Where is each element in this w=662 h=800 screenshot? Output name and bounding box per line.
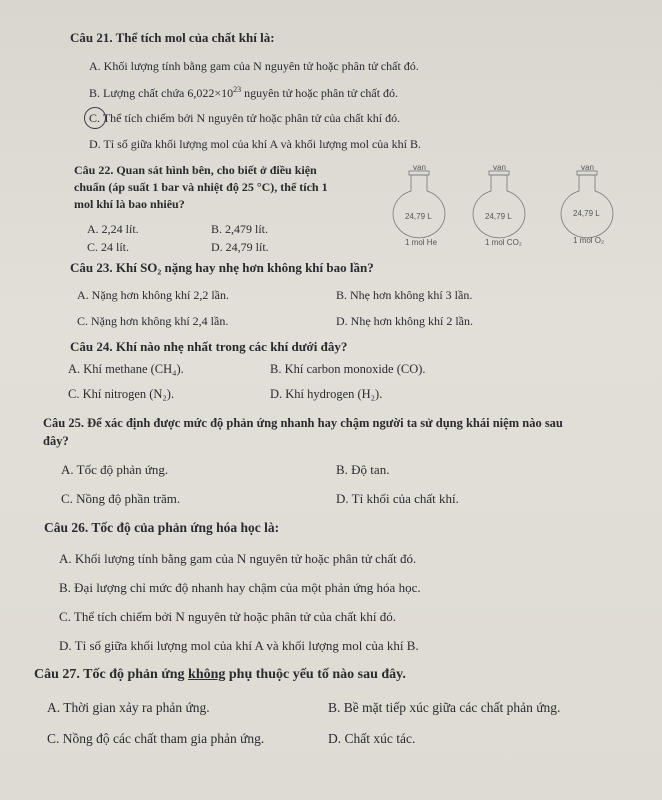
flask-3 <box>561 171 613 238</box>
q21-option-c <box>89 111 400 126</box>
flask-1 <box>393 171 445 238</box>
q21-option-a: A. Khối lượng tính bằng gam của N nguyên tử hoặc phân tử chất đó. <box>89 59 419 73</box>
q25-option-b: B. Độ tan. <box>336 462 390 477</box>
q25-option-d: D. Tỉ khối của chất khí. <box>336 491 459 506</box>
q21-option-c-text: Thể tích chiếm bởi N nguyên tử hoặc phân tử của chất khí đó. <box>100 111 401 125</box>
q27-title <box>34 667 406 683</box>
q26-option-a: A. Khối lượng tính bằng gam của N nguyên tử hoặc phân tử chất đó. <box>59 551 417 566</box>
q23-option-c: C. Nặng hơn không khí 2,4 lần. <box>77 314 229 328</box>
q26-title: Câu 26. Tốc độ của phản ứng hóa học là: <box>44 520 280 535</box>
q27-title-start: Câu 27. Tốc độ phản ứng <box>34 667 189 682</box>
q27-title-underlined: không <box>188 667 226 682</box>
q21-option-b <box>89 85 398 101</box>
flask-3-gas: 1 mol O₂ <box>573 236 605 245</box>
q27-option-a: A. Thời gian xảy ra phản ứng. <box>47 700 210 715</box>
q25-title-line1: Câu 25. Để xác định được mức độ phản ứng nhanh hay chậm người ta sử dụng khái niệm nào sau <box>43 416 563 430</box>
q26-option-d: D. Tỉ số giữa khối lượng mol của khí A và khối lượng mol của khí B. <box>59 638 419 653</box>
flask-3-volume: 24,79 L <box>573 209 600 218</box>
q21-title: Câu 21. Thể tích mol của chất khí là: <box>70 30 275 45</box>
flask-2-cap-label: van <box>493 163 506 172</box>
flask-1-volume: 24,79 L <box>405 212 432 221</box>
q27-option-b: B. Bề mặt tiếp xúc giữa các chất phản ứng. <box>328 700 561 715</box>
q21-option-c-circled-letter: C. <box>89 111 101 125</box>
q22-title-line1: Câu 22. Quan sát hình bên, cho biết ở điều kiện <box>74 163 317 177</box>
q25-option-c: C. Nồng độ phần trăm. <box>61 491 181 506</box>
q25-title-line2: đây? <box>43 434 69 448</box>
q21-option-b-rest: nguyên tử hoặc phân tử chất đó. <box>241 86 399 100</box>
q22-title-line2: chuẩn (áp suất 1 bar và nhiệt độ 25 °C), thể tích 1 <box>74 180 328 194</box>
q26-option-b: B. Đại lượng chỉ mức độ nhanh hay chậm của một phản ứng hóa học. <box>59 580 421 595</box>
q27-option-c: C. Nồng độ các chất tham gia phản ứng. <box>47 731 265 746</box>
q22-title-line3: mol khí là bao nhiêu? <box>74 197 185 211</box>
q23-title: Câu 23. Khí SO₂ nặng hay nhẹ hơn không khí bao lần? <box>70 260 374 275</box>
q23-option-d: D. Nhẹ hơn không khí 2 lần. <box>336 314 473 328</box>
flask-2 <box>473 171 525 238</box>
q22-option-d: D. 24,79 lít. <box>211 240 269 254</box>
q24-option-a: A. Khí methane (CH₄). <box>68 362 184 376</box>
q24-option-d: D. Khí hydrogen (H₂). <box>270 387 383 401</box>
flask-2-volume: 24,79 L <box>485 212 512 221</box>
q21-option-d: D. Tỉ số giữa khối lượng mol của khí A và khối lượng mol của khí B. <box>89 137 421 151</box>
q21-option-b-text: B. Lượng chất chứa 6,022×10 <box>89 86 234 100</box>
q23-option-b: B. Nhẹ hơn không khí 3 lần. <box>336 288 473 302</box>
flask-2-gas: 1 mol CO₂ <box>485 238 522 247</box>
flask-3-cap-label: van <box>581 163 594 172</box>
flask-1-gas: 1 mol He <box>405 238 438 247</box>
q27-option-d: D. Chất xúc tác. <box>328 731 416 746</box>
q22-option-a: A. 2,24 lít. <box>87 222 139 236</box>
flask-1-cap-label: van <box>413 163 426 172</box>
q26-option-c: C. Thể tích chiếm bởi N nguyên tử hoặc phân tử của chất khí đó. <box>59 609 396 624</box>
q27-title-end: phụ thuộc yếu tố nào sau đây. <box>225 667 406 682</box>
q22-option-b: B. 2,479 lít. <box>211 222 269 236</box>
q21-option-b-exponent: 23 <box>233 85 242 94</box>
q24-option-b: B. Khí carbon monoxide (CO). <box>270 362 426 376</box>
q22-option-c: C. 24 lít. <box>87 240 130 254</box>
q23-option-a: A. Nặng hơn không khí 2,2 lần. <box>77 288 229 302</box>
q24-option-c: C. Khí nitrogen (N₂). <box>68 387 175 401</box>
q24-title: Câu 24. Khí nào nhẹ nhất trong các khí dưới đây? <box>70 339 348 354</box>
q25-option-a: A. Tốc độ phản ứng. <box>61 462 169 477</box>
